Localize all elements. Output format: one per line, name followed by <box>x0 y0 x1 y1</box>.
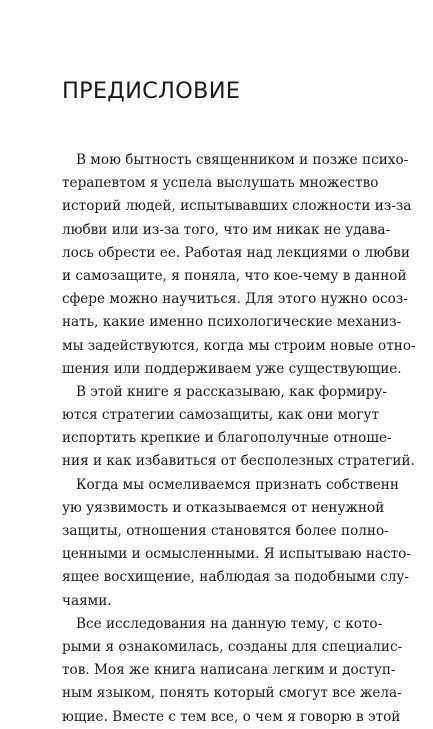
text-line: историй людей, испытывавших сложности из-за <box>62 198 412 215</box>
paragraph-3 <box>62 474 411 613</box>
text-line: В мою бытность священником и позже психо- <box>76 152 409 168</box>
text-line: любви или из-за того, что им никак не удава- <box>62 221 391 238</box>
paragraph-2 <box>62 381 415 474</box>
text-line: сфере можно научиться. Для этого нужно осоз- <box>62 291 408 308</box>
text-line: ния и как избавиться от бесполезных стратегий. <box>62 453 415 470</box>
text-line: Когда мы осмеливаемся признать собственн <box>76 476 399 493</box>
chapter-heading: ПРЕДИСЛОВИЕ <box>62 78 241 104</box>
text-line: лось обрести ее. Работая над лекциями о любви <box>62 244 410 261</box>
text-line: ящее восхищение, наблюдая за подобными слу- <box>62 569 409 586</box>
text-line: защиты, отношения становятся более полно- <box>62 523 389 539</box>
text-line: ценными и осмысленными. Я испытываю насто- <box>62 546 411 563</box>
paragraph-1 <box>62 149 416 381</box>
text-line: чаями. <box>62 592 112 609</box>
text-line: терапевтом я успела выслушать множество <box>62 175 379 192</box>
text-line: и самозащите, я поняла, что кое-чему в данной <box>62 267 407 284</box>
paragraph-4 <box>62 613 403 729</box>
text-line: ным языком, понять который смогут все жела- <box>62 685 402 702</box>
text-line: шения или поддерживаем уже существующие. <box>62 360 402 377</box>
body-text <box>62 149 416 729</box>
text-line: мы задействуются, когда мы строим новые отно- <box>62 337 416 354</box>
text-line: испортить крепкие и благополучные отноше- <box>62 430 392 447</box>
text-line: ую уязвимость и отказываемся от ненужной <box>62 499 385 516</box>
text-line: ющие. Вместе с тем все, о чем я говорю в этой <box>62 708 401 725</box>
text-line: тов. Моя же книга написана легким и доступ- <box>62 662 396 679</box>
text-line: рыми я ознакомилась, созданы для специалис- <box>62 638 403 655</box>
text-line: Все исследования на данную тему, с кото- <box>76 615 383 632</box>
text-line: нать, какие именно психологические механиз- <box>62 314 402 331</box>
text-line: В этой книге я рассказываю, как формиру- <box>76 383 387 400</box>
text-line: ются стратегии самозащиты, как они могут <box>62 407 380 424</box>
